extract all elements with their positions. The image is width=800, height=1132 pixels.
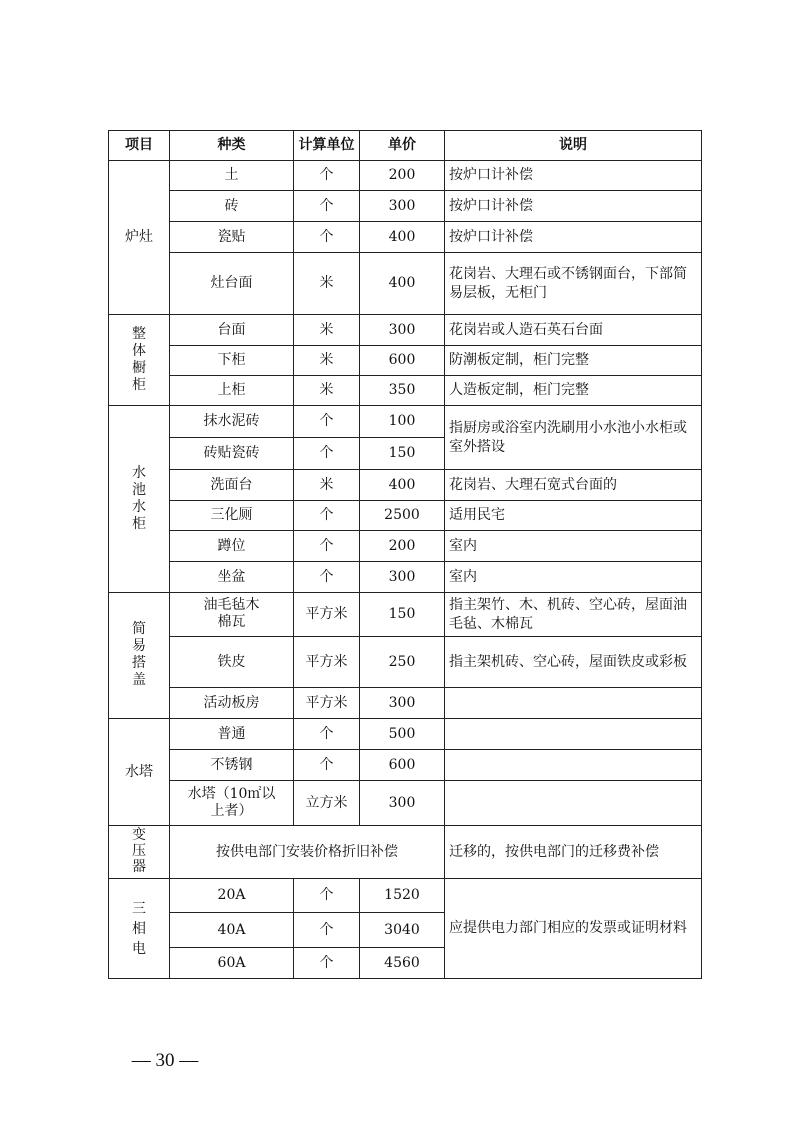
note-cell: 室内 bbox=[445, 531, 702, 562]
table-row bbox=[109, 637, 702, 688]
unit-cell: 平方米 bbox=[294, 637, 360, 688]
table-row bbox=[109, 781, 702, 826]
price-cell: 600 bbox=[360, 346, 445, 376]
price-cell: 200 bbox=[360, 531, 445, 562]
kind-cell: 活动板房 bbox=[170, 688, 294, 719]
unit-cell: 个 bbox=[294, 438, 360, 470]
unit-cell: 个 bbox=[294, 161, 360, 191]
price-cell: 300 bbox=[360, 781, 445, 826]
table-row bbox=[109, 879, 702, 913]
kind-cell bbox=[170, 593, 294, 637]
project-label: 水池水柜 bbox=[132, 464, 146, 532]
project-label: 整体橱柜 bbox=[132, 325, 146, 393]
kind-cell: 60A bbox=[170, 948, 294, 979]
note-cell bbox=[445, 688, 702, 719]
note-cell: 按炉口计补偿 bbox=[445, 222, 702, 253]
table-row bbox=[109, 501, 702, 531]
kind-cell: 砖 bbox=[170, 191, 294, 222]
price-cell: 150 bbox=[360, 593, 445, 637]
unit-cell: 米 bbox=[294, 376, 360, 406]
price-cell: 300 bbox=[360, 562, 445, 593]
note-cell: 按炉口计补偿 bbox=[445, 191, 702, 222]
kind-cell: 普通 bbox=[170, 719, 294, 750]
unit-cell: 平方米 bbox=[294, 688, 360, 719]
kind-cell: 台面 bbox=[170, 315, 294, 346]
header-kind: 种类 bbox=[170, 131, 294, 161]
project-label: 三相电 bbox=[132, 900, 146, 957]
unit-cell: 个 bbox=[294, 750, 360, 781]
kind-label: 水塔（10㎡以上者） bbox=[187, 785, 276, 819]
kind-cell bbox=[170, 781, 294, 826]
note-cell: 花岗岩或人造石英石台面 bbox=[445, 315, 702, 346]
note-cell: 指主架机砖、空心砖，屋面铁皮或彩板 bbox=[445, 637, 702, 688]
unit-cell: 米 bbox=[294, 470, 360, 501]
table-row bbox=[109, 719, 702, 750]
kind-cell: 下柜 bbox=[170, 346, 294, 376]
table-row bbox=[109, 750, 702, 781]
compensation-table bbox=[108, 130, 702, 979]
project-cell bbox=[109, 879, 170, 979]
table-row bbox=[109, 562, 702, 593]
unit-cell: 个 bbox=[294, 948, 360, 979]
header-note: 说明 bbox=[445, 131, 702, 161]
price-cell: 1520 bbox=[360, 879, 445, 913]
page-number: — 30 — bbox=[131, 1050, 199, 1071]
table-row bbox=[109, 376, 702, 406]
note-cell: 人造板定制，柜门完整 bbox=[445, 376, 702, 406]
project-cell bbox=[109, 315, 170, 406]
note-cell: 按炉口计补偿 bbox=[445, 161, 702, 191]
kind-cell: 洗面台 bbox=[170, 470, 294, 501]
price-cell: 300 bbox=[360, 191, 445, 222]
note-cell: 室内 bbox=[445, 562, 702, 593]
header-unit: 计算单位 bbox=[294, 131, 360, 161]
unit-cell: 米 bbox=[294, 315, 360, 346]
price-cell: 250 bbox=[360, 637, 445, 688]
table-row bbox=[109, 688, 702, 719]
note-cell: 花岗岩、大理石宽式台面的 bbox=[445, 470, 702, 501]
kind-cell: 20A bbox=[170, 879, 294, 913]
price-cell: 2500 bbox=[360, 501, 445, 531]
note-cell: 适用民宅 bbox=[445, 501, 702, 531]
project-label: 简易搭盖 bbox=[132, 621, 146, 688]
kind-cell: 40A bbox=[170, 913, 294, 948]
kind-cell: 铁皮 bbox=[170, 637, 294, 688]
unit-cell: 个 bbox=[294, 913, 360, 948]
price-cell: 350 bbox=[360, 376, 445, 406]
project-cell bbox=[109, 593, 170, 719]
kind-cell: 三化厕 bbox=[170, 501, 294, 531]
unit-cell: 个 bbox=[294, 501, 360, 531]
price-cell: 200 bbox=[360, 161, 445, 191]
project-cell: 水塔 bbox=[109, 719, 170, 826]
kind-cell: 蹲位 bbox=[170, 531, 294, 562]
unit-cell: 个 bbox=[294, 562, 360, 593]
merged-cell: 按供电部门安装价格折旧补偿 bbox=[170, 826, 445, 879]
unit-cell: 个 bbox=[294, 191, 360, 222]
unit-cell: 平方米 bbox=[294, 593, 360, 637]
price-cell: 600 bbox=[360, 750, 445, 781]
project-cell bbox=[109, 406, 170, 593]
price-cell: 100 bbox=[360, 406, 445, 438]
table-row bbox=[109, 531, 702, 562]
kind-cell: 坐盆 bbox=[170, 562, 294, 593]
note-cell bbox=[445, 750, 702, 781]
kind-cell: 不锈钢 bbox=[170, 750, 294, 781]
table-row bbox=[109, 593, 702, 637]
kind-label: 油毛毡木棉瓦 bbox=[203, 597, 260, 630]
price-cell: 400 bbox=[360, 222, 445, 253]
kind-cell: 瓷贴 bbox=[170, 222, 294, 253]
note-cell: 指主架竹、木、机砖、空心砖，屋面油毛毡、木棉瓦 bbox=[445, 593, 702, 637]
price-cell: 300 bbox=[360, 688, 445, 719]
price-cell: 150 bbox=[360, 438, 445, 470]
unit-cell: 个 bbox=[294, 222, 360, 253]
price-cell: 400 bbox=[360, 470, 445, 501]
table-row bbox=[109, 315, 702, 346]
unit-cell: 米 bbox=[294, 346, 360, 376]
note-cell: 指厨房或浴室内洗刷用小水池小水柜或室外搭设 bbox=[445, 406, 702, 470]
note-cell: 应提供电力部门相应的发票或证明材料 bbox=[445, 879, 702, 979]
table-row bbox=[109, 253, 702, 315]
kind-cell: 抹水泥砖 bbox=[170, 406, 294, 438]
header-row bbox=[109, 131, 702, 161]
kind-cell: 砖贴瓷砖 bbox=[170, 438, 294, 470]
table-row bbox=[109, 191, 702, 222]
note-cell: 防潮板定制，柜门完整 bbox=[445, 346, 702, 376]
kind-cell: 土 bbox=[170, 161, 294, 191]
unit-cell: 个 bbox=[294, 719, 360, 750]
note-cell: 迁移的，按供电部门的迁移费补偿 bbox=[445, 826, 702, 879]
table-row bbox=[109, 826, 702, 879]
kind-cell: 上柜 bbox=[170, 376, 294, 406]
price-cell: 300 bbox=[360, 315, 445, 346]
unit-cell: 立方米 bbox=[294, 781, 360, 826]
project-label: 变压器 bbox=[132, 827, 146, 875]
unit-cell: 个 bbox=[294, 879, 360, 913]
project-cell bbox=[109, 826, 170, 879]
kind-cell: 灶台面 bbox=[170, 253, 294, 315]
table-row bbox=[109, 406, 702, 438]
unit-cell: 个 bbox=[294, 531, 360, 562]
note-cell: 花岗岩、大理石或不锈钢面台，下部简易层板，无柜门 bbox=[445, 253, 702, 315]
project-cell: 炉灶 bbox=[109, 161, 170, 315]
table-row bbox=[109, 470, 702, 501]
note-cell bbox=[445, 781, 702, 826]
table-row bbox=[109, 222, 702, 253]
header-project: 项目 bbox=[109, 131, 170, 161]
table-row bbox=[109, 161, 702, 191]
unit-cell: 个 bbox=[294, 406, 360, 438]
note-cell bbox=[445, 719, 702, 750]
price-cell: 3040 bbox=[360, 913, 445, 948]
header-price: 单价 bbox=[360, 131, 445, 161]
price-cell: 400 bbox=[360, 253, 445, 315]
price-cell: 500 bbox=[360, 719, 445, 750]
table-row bbox=[109, 346, 702, 376]
unit-cell: 米 bbox=[294, 253, 360, 315]
price-cell: 4560 bbox=[360, 948, 445, 979]
